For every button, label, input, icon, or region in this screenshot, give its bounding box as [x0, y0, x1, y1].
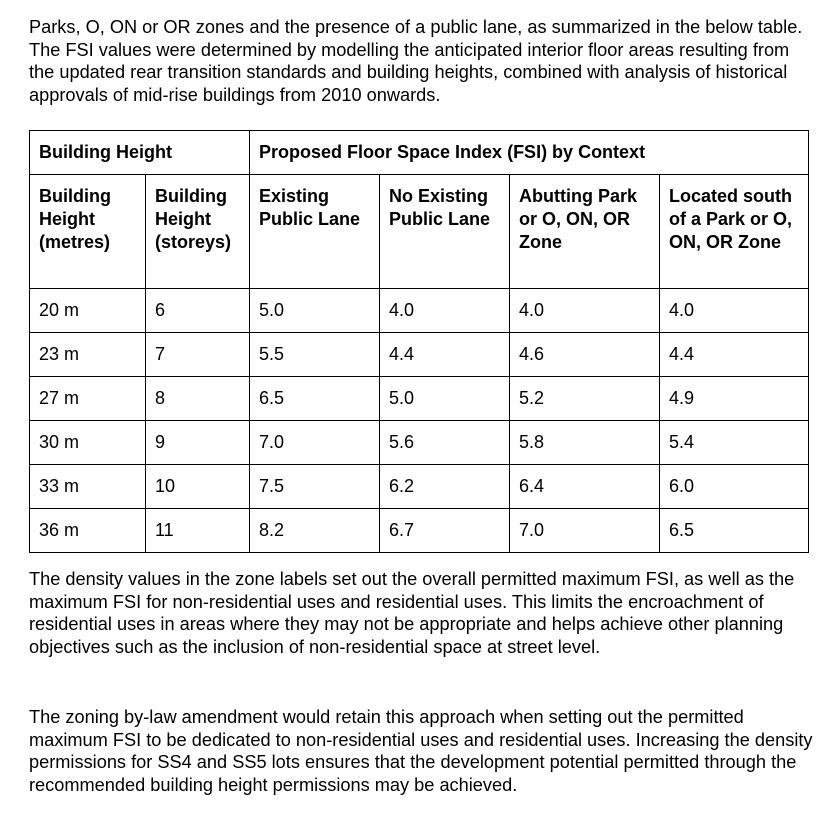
cell-height-metres: 33 m [30, 465, 146, 509]
col-header-abutting-park: Abutting Park or O, ON, OR Zone [510, 175, 660, 289]
cell-existing-lane: 6.5 [250, 377, 380, 421]
group-header-building-height: Building Height [30, 131, 250, 175]
table-group-header-row [30, 131, 809, 175]
fsi-table [29, 130, 809, 553]
cell-height-storeys: 11 [146, 509, 250, 553]
cell-height-storeys: 10 [146, 465, 250, 509]
cell-existing-lane: 7.0 [250, 421, 380, 465]
cell-south-of-park: 6.0 [660, 465, 809, 509]
cell-abutting-park: 6.4 [510, 465, 660, 509]
table-row [30, 289, 809, 333]
intro-paragraph: Parks, O, ON or OR zones and the presence of a public lane, as summarized in the below table. The FSI values were determined by modelling the anticipated interior floor areas resulting from the updated rear transition standards and building heights, combined with analysis of historical approvals of mid-rise buildings from 2010 onwards. [29, 17, 803, 105]
table-row [30, 465, 809, 509]
cell-abutting-park: 4.0 [510, 289, 660, 333]
cell-height-storeys: 7 [146, 333, 250, 377]
cell-no-existing-lane: 6.7 [380, 509, 510, 553]
cell-no-existing-lane: 5.0 [380, 377, 510, 421]
cell-south-of-park: 4.9 [660, 377, 809, 421]
cell-south-of-park: 4.0 [660, 289, 809, 333]
col-header-south-of-park: Located south of a Park or O, ON, OR Zone [660, 175, 809, 289]
cell-no-existing-lane: 4.4 [380, 333, 510, 377]
cell-south-of-park: 5.4 [660, 421, 809, 465]
cell-height-metres: 36 m [30, 509, 146, 553]
col-header-height-metres: Building Height (metres) [30, 175, 146, 289]
col-header-height-storeys: Building Height (storeys) [146, 175, 250, 289]
cell-existing-lane: 8.2 [250, 509, 380, 553]
cell-no-existing-lane: 6.2 [380, 465, 510, 509]
cell-height-metres: 27 m [30, 377, 146, 421]
zoning-amendment-paragraph: The zoning by-law amendment would retain this approach when setting out the permitted maximum FSI to be dedicated to non-residential uses and residential uses. Increasing the density permissions for SS4 and SS5 lots ensures that the development potential permitted through the recommended building height permissions may be achieved. [29, 707, 813, 795]
col-header-no-existing-lane: No Existing Public Lane [380, 175, 510, 289]
cell-height-metres: 20 m [30, 289, 146, 333]
cell-height-storeys: 8 [146, 377, 250, 421]
table-row [30, 509, 809, 553]
cell-no-existing-lane: 4.0 [380, 289, 510, 333]
table-column-header-row [30, 175, 809, 289]
cell-height-storeys: 9 [146, 421, 250, 465]
cell-abutting-park: 7.0 [510, 509, 660, 553]
cell-existing-lane: 5.0 [250, 289, 380, 333]
cell-south-of-park: 4.4 [660, 333, 809, 377]
table-row [30, 421, 809, 465]
cell-abutting-park: 4.6 [510, 333, 660, 377]
cell-existing-lane: 5.5 [250, 333, 380, 377]
cell-no-existing-lane: 5.6 [380, 421, 510, 465]
cell-abutting-park: 5.2 [510, 377, 660, 421]
cell-south-of-park: 6.5 [660, 509, 809, 553]
group-header-proposed-fsi: Proposed Floor Space Index (FSI) by Context [250, 131, 809, 175]
cell-height-metres: 30 m [30, 421, 146, 465]
table-row [30, 377, 809, 421]
cell-existing-lane: 7.5 [250, 465, 380, 509]
cell-abutting-park: 5.8 [510, 421, 660, 465]
cell-height-storeys: 6 [146, 289, 250, 333]
table-row [30, 333, 809, 377]
col-header-existing-lane: Existing Public Lane [250, 175, 380, 289]
density-paragraph: The density values in the zone labels set out the overall permitted maximum FSI, as well as the maximum FSI for non-residential uses and residential uses. This limits the encroachment of residential uses in areas where they may not be appropriate and helps achieve other planning objectives such as the inclusion of non-residential space at street level. [29, 569, 795, 657]
cell-height-metres: 23 m [30, 333, 146, 377]
